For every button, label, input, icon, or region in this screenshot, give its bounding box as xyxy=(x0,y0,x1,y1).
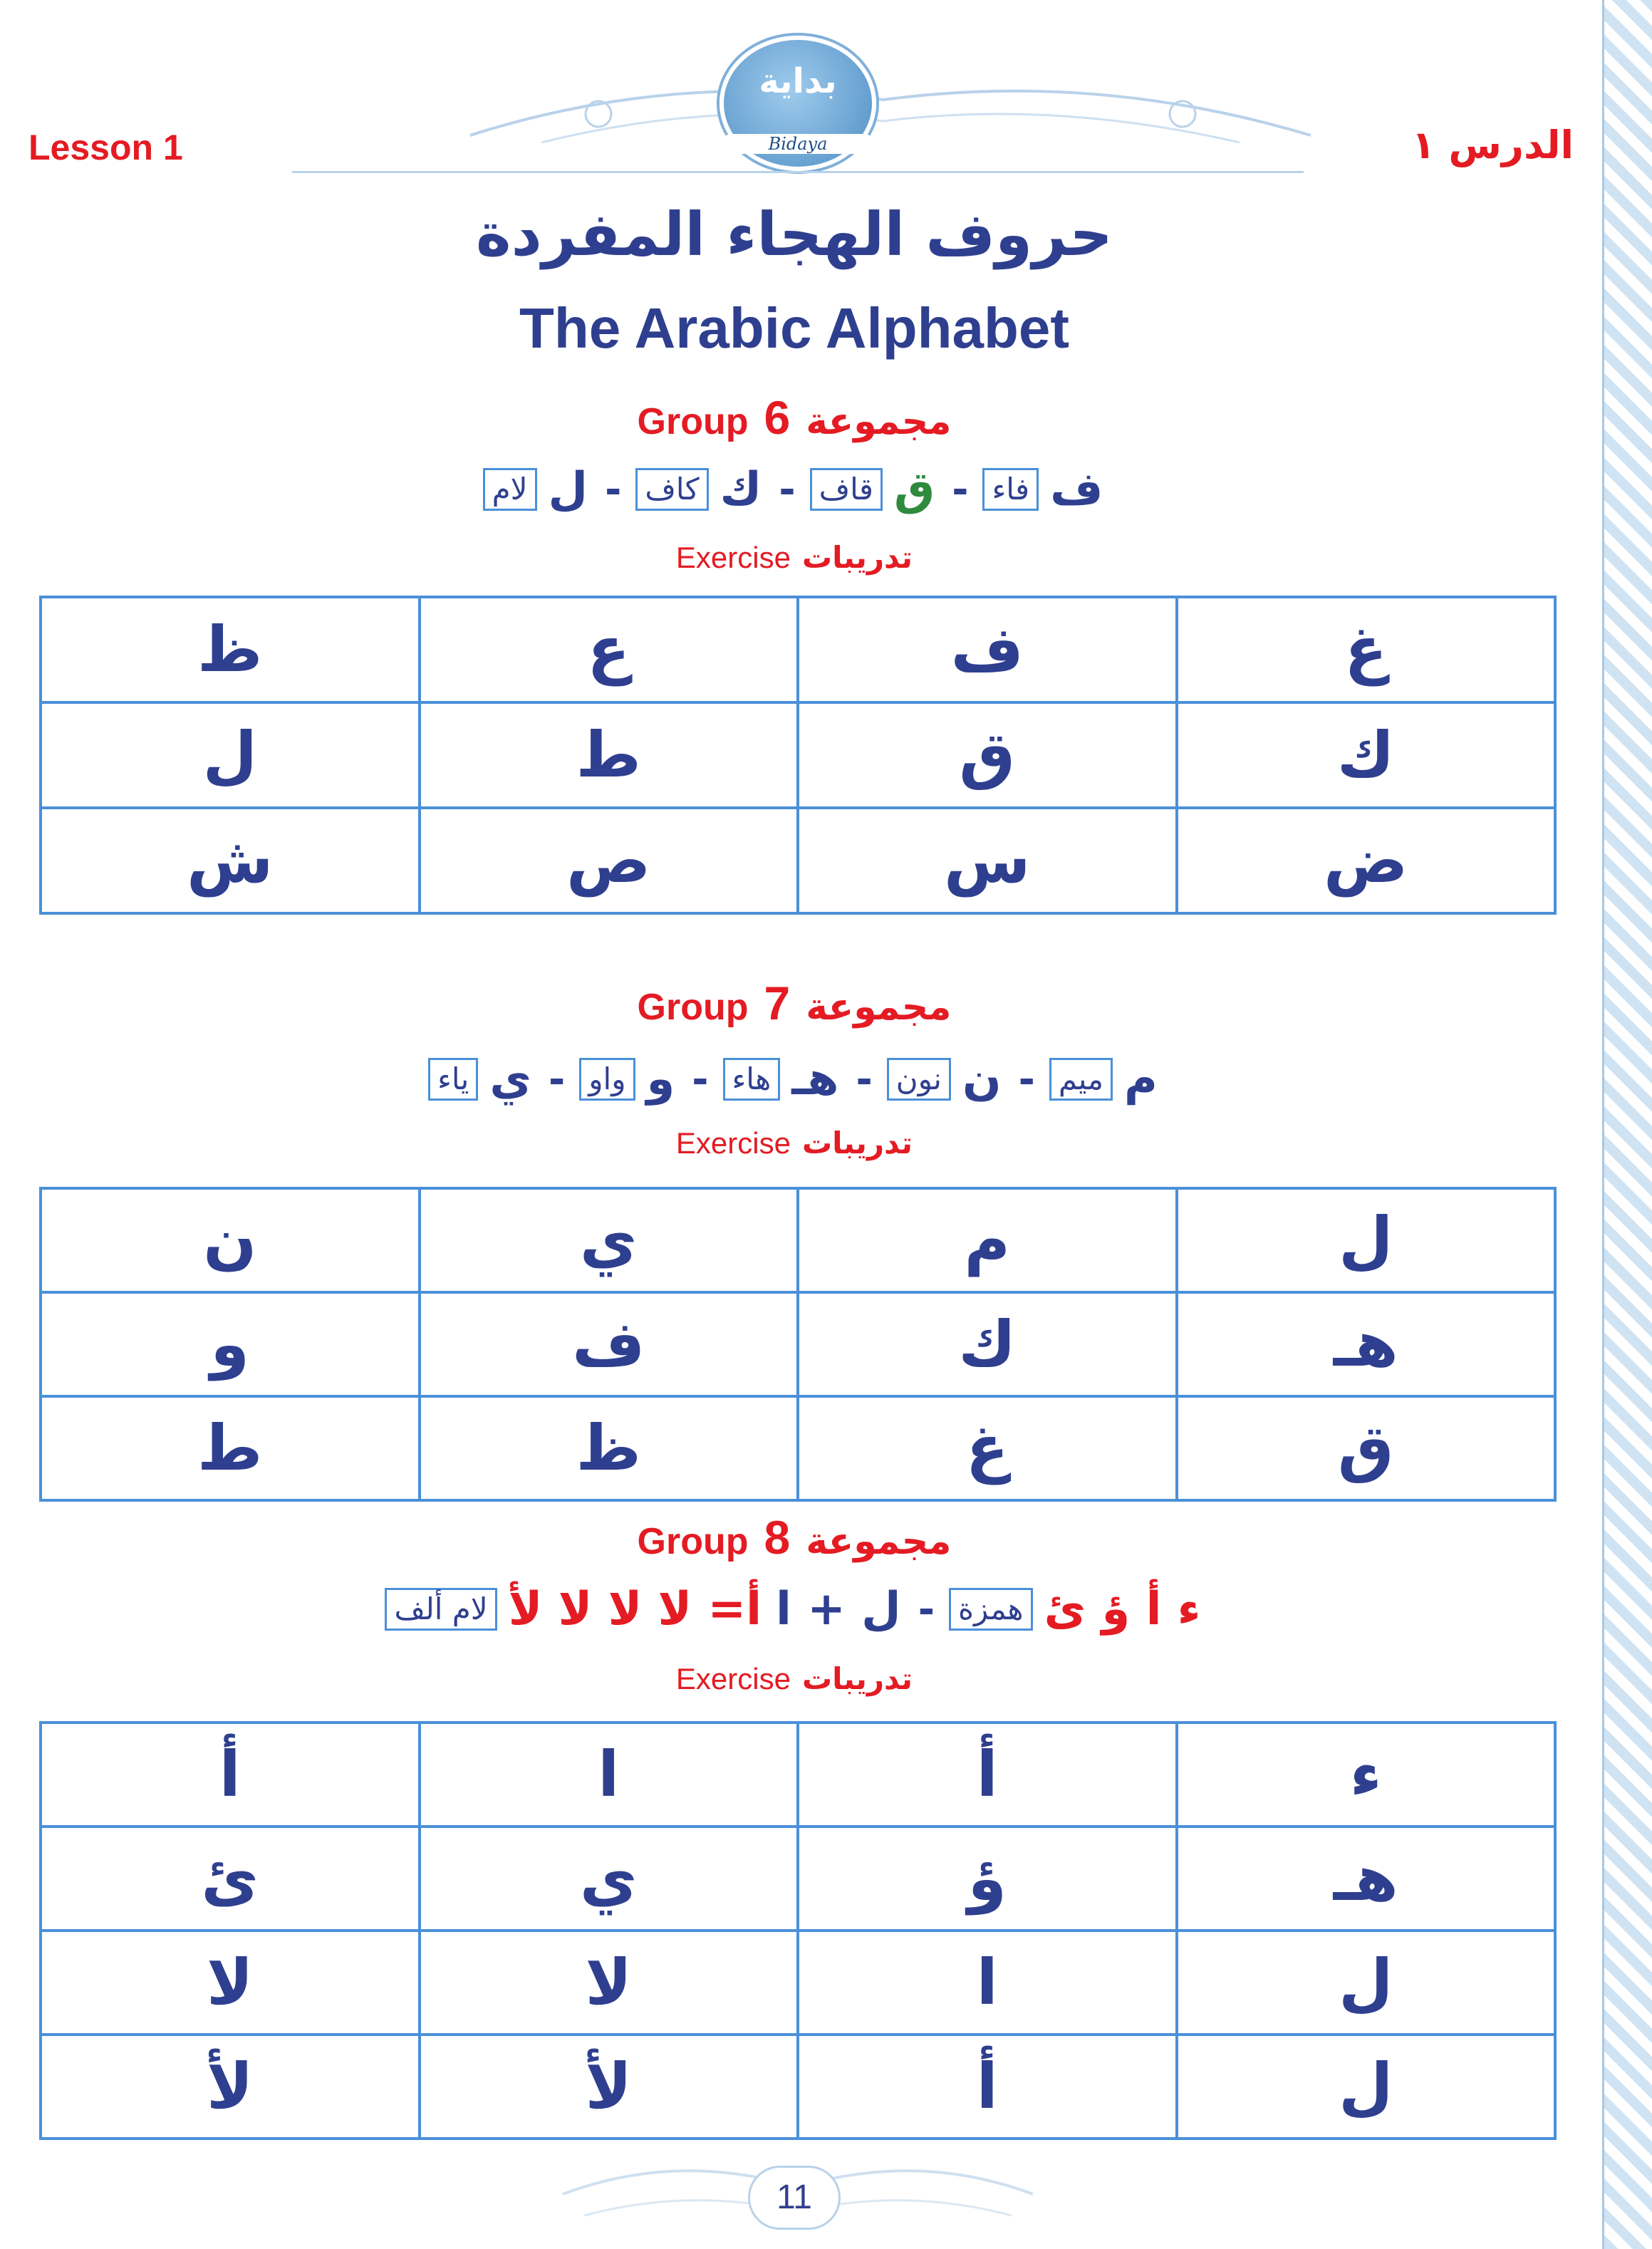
letter: ك xyxy=(719,463,762,516)
table-cell: م xyxy=(798,1188,1177,1292)
letter: ي xyxy=(489,1053,532,1106)
group-8-heading xyxy=(0,1510,1589,1564)
letter-name: كاف xyxy=(635,468,708,511)
table-cell: ق xyxy=(798,702,1177,808)
group-label-en: Group xyxy=(637,987,749,1028)
group-6-letters xyxy=(0,463,1589,516)
table-cell: ي xyxy=(420,1827,799,1931)
table-cell: ف xyxy=(420,1292,799,1396)
table-row xyxy=(41,2035,1555,2139)
table-row xyxy=(41,1931,1555,2035)
logo-english-text: Bidaya xyxy=(724,134,872,154)
letter-name: ميم xyxy=(1049,1058,1113,1101)
table-cell: أ xyxy=(798,1723,1177,1827)
lam-alef-formula: ل + ا xyxy=(776,1583,901,1636)
letter-name: لام xyxy=(483,468,537,511)
table-cell: ئ xyxy=(41,1827,420,1931)
header-divider xyxy=(292,171,1304,173)
table-cell: ا xyxy=(798,1931,1177,2035)
letter: ل xyxy=(548,463,588,516)
group-6-exercise-table xyxy=(39,596,1557,915)
exercise-label-en: Exercise xyxy=(675,541,791,574)
table-cell: ف xyxy=(798,597,1177,702)
letter-name: فاء xyxy=(982,468,1039,511)
table-cell: ك xyxy=(1177,702,1556,808)
table-cell: و xyxy=(41,1292,420,1396)
decorative-side-border xyxy=(1602,0,1652,2249)
lesson-label-ar: الدرس ١ xyxy=(1411,123,1574,167)
table-cell: لا xyxy=(41,1931,420,2035)
group-7-heading xyxy=(0,976,1589,1030)
table-cell: ي xyxy=(420,1188,799,1292)
table-cell: ك xyxy=(798,1292,1177,1396)
letter-name: قاف xyxy=(810,468,883,511)
letter: م xyxy=(1123,1053,1158,1106)
table-row xyxy=(41,1723,1555,1827)
table-row xyxy=(41,702,1555,808)
separator: - xyxy=(549,1056,566,1103)
letter-name: همزة xyxy=(949,1588,1033,1631)
table-cell: لأ xyxy=(41,2035,420,2139)
separator: - xyxy=(1018,1056,1035,1103)
separator: - xyxy=(856,1056,873,1103)
group-7-exercise-table xyxy=(39,1187,1557,1502)
letter-name: ياء xyxy=(428,1058,478,1101)
table-row xyxy=(41,1396,1555,1500)
table-cell: غ xyxy=(1177,597,1556,702)
group-8-exercise-table xyxy=(39,1721,1557,2140)
group-8-letters xyxy=(0,1583,1589,1636)
table-cell: ا xyxy=(420,1723,799,1827)
logo-arabic-text: بداية xyxy=(759,61,837,101)
table-cell: غ xyxy=(798,1396,1177,1500)
separator: - xyxy=(952,466,969,513)
table-cell: أ xyxy=(41,1723,420,1827)
table-cell: ن xyxy=(41,1188,420,1292)
lam-alef-forms: أ= لا لا لا لأ xyxy=(508,1583,762,1636)
table-row xyxy=(41,597,1555,702)
table-cell: لا xyxy=(420,1931,799,2035)
group-number: 8 xyxy=(764,1511,791,1564)
separator: - xyxy=(779,466,796,513)
exercise-label-ar: تدريبات xyxy=(801,540,913,575)
letter-name: لام ألف xyxy=(385,1588,497,1631)
group-8-exercise-label xyxy=(0,1661,1589,1696)
group-7-exercise-label xyxy=(0,1126,1589,1160)
letter-name: واو xyxy=(579,1058,635,1101)
separator: - xyxy=(692,1056,709,1103)
group-number: 7 xyxy=(764,977,791,1029)
exercise-label-ar: تدريبات xyxy=(801,1661,913,1696)
group-label-ar: مجموعة xyxy=(806,1520,952,1563)
table-cell: هـ xyxy=(1177,1292,1556,1396)
table-cell: ط xyxy=(420,702,799,808)
table-cell: س xyxy=(798,808,1177,913)
letter-name: هاء xyxy=(723,1058,781,1101)
group-label-en: Group xyxy=(637,401,749,442)
page-title-ar: حروف الهجاء المفردة xyxy=(476,199,1113,269)
letter: ف xyxy=(1050,463,1103,516)
page-title-en: The Arabic Alphabet xyxy=(519,296,1069,360)
header-ornament xyxy=(456,28,1325,157)
group-6-heading xyxy=(0,390,1589,445)
table-cell: ش xyxy=(41,808,420,913)
hamza-forms: ء أ ؤ ئ xyxy=(1044,1583,1201,1636)
table-row xyxy=(41,1188,1555,1292)
letter: ن xyxy=(962,1053,1002,1106)
group-label-ar: مجموعة xyxy=(806,400,952,443)
exercise-label-en: Exercise xyxy=(675,1662,791,1695)
group-6-exercise-label xyxy=(0,540,1589,575)
table-cell: ل xyxy=(41,702,420,808)
table-cell: أ xyxy=(798,2035,1177,2139)
exercise-label-ar: تدريبات xyxy=(801,1126,913,1160)
separator: - xyxy=(918,1586,935,1633)
group-7-letters xyxy=(0,1053,1589,1106)
table-cell: ق xyxy=(1177,1396,1556,1500)
group-label-en: Group xyxy=(637,1521,749,1562)
group-label-ar: مجموعة xyxy=(806,986,952,1029)
table-row xyxy=(41,808,1555,913)
letter: و xyxy=(646,1053,675,1106)
letter-name: نون xyxy=(887,1058,951,1101)
table-cell: ل xyxy=(1177,2035,1556,2139)
table-cell: ص xyxy=(420,808,799,913)
table-cell: ل xyxy=(1177,1188,1556,1292)
table-cell: ظ xyxy=(420,1396,799,1500)
page-number: 11 xyxy=(748,2166,841,2230)
table-cell: لأ xyxy=(420,2035,799,2139)
letter: ق xyxy=(893,463,935,516)
table-row xyxy=(41,1827,1555,1931)
table-cell: ظ xyxy=(41,597,420,702)
table-cell: هـ xyxy=(1177,1827,1556,1931)
table-cell: ء xyxy=(1177,1723,1556,1827)
exercise-label-en: Exercise xyxy=(675,1126,791,1160)
table-cell: ؤ xyxy=(798,1827,1177,1931)
group-number: 6 xyxy=(764,391,791,444)
separator: - xyxy=(605,466,622,513)
table-cell: ل xyxy=(1177,1931,1556,2035)
table-cell: ض xyxy=(1177,808,1556,913)
letter: هـ xyxy=(791,1053,839,1106)
lesson-label-en: Lesson 1 xyxy=(28,128,183,167)
bidaya-logo xyxy=(719,36,876,171)
table-cell: ع xyxy=(420,597,799,702)
table-row xyxy=(41,1292,1555,1396)
table-cell: ط xyxy=(41,1396,420,1500)
